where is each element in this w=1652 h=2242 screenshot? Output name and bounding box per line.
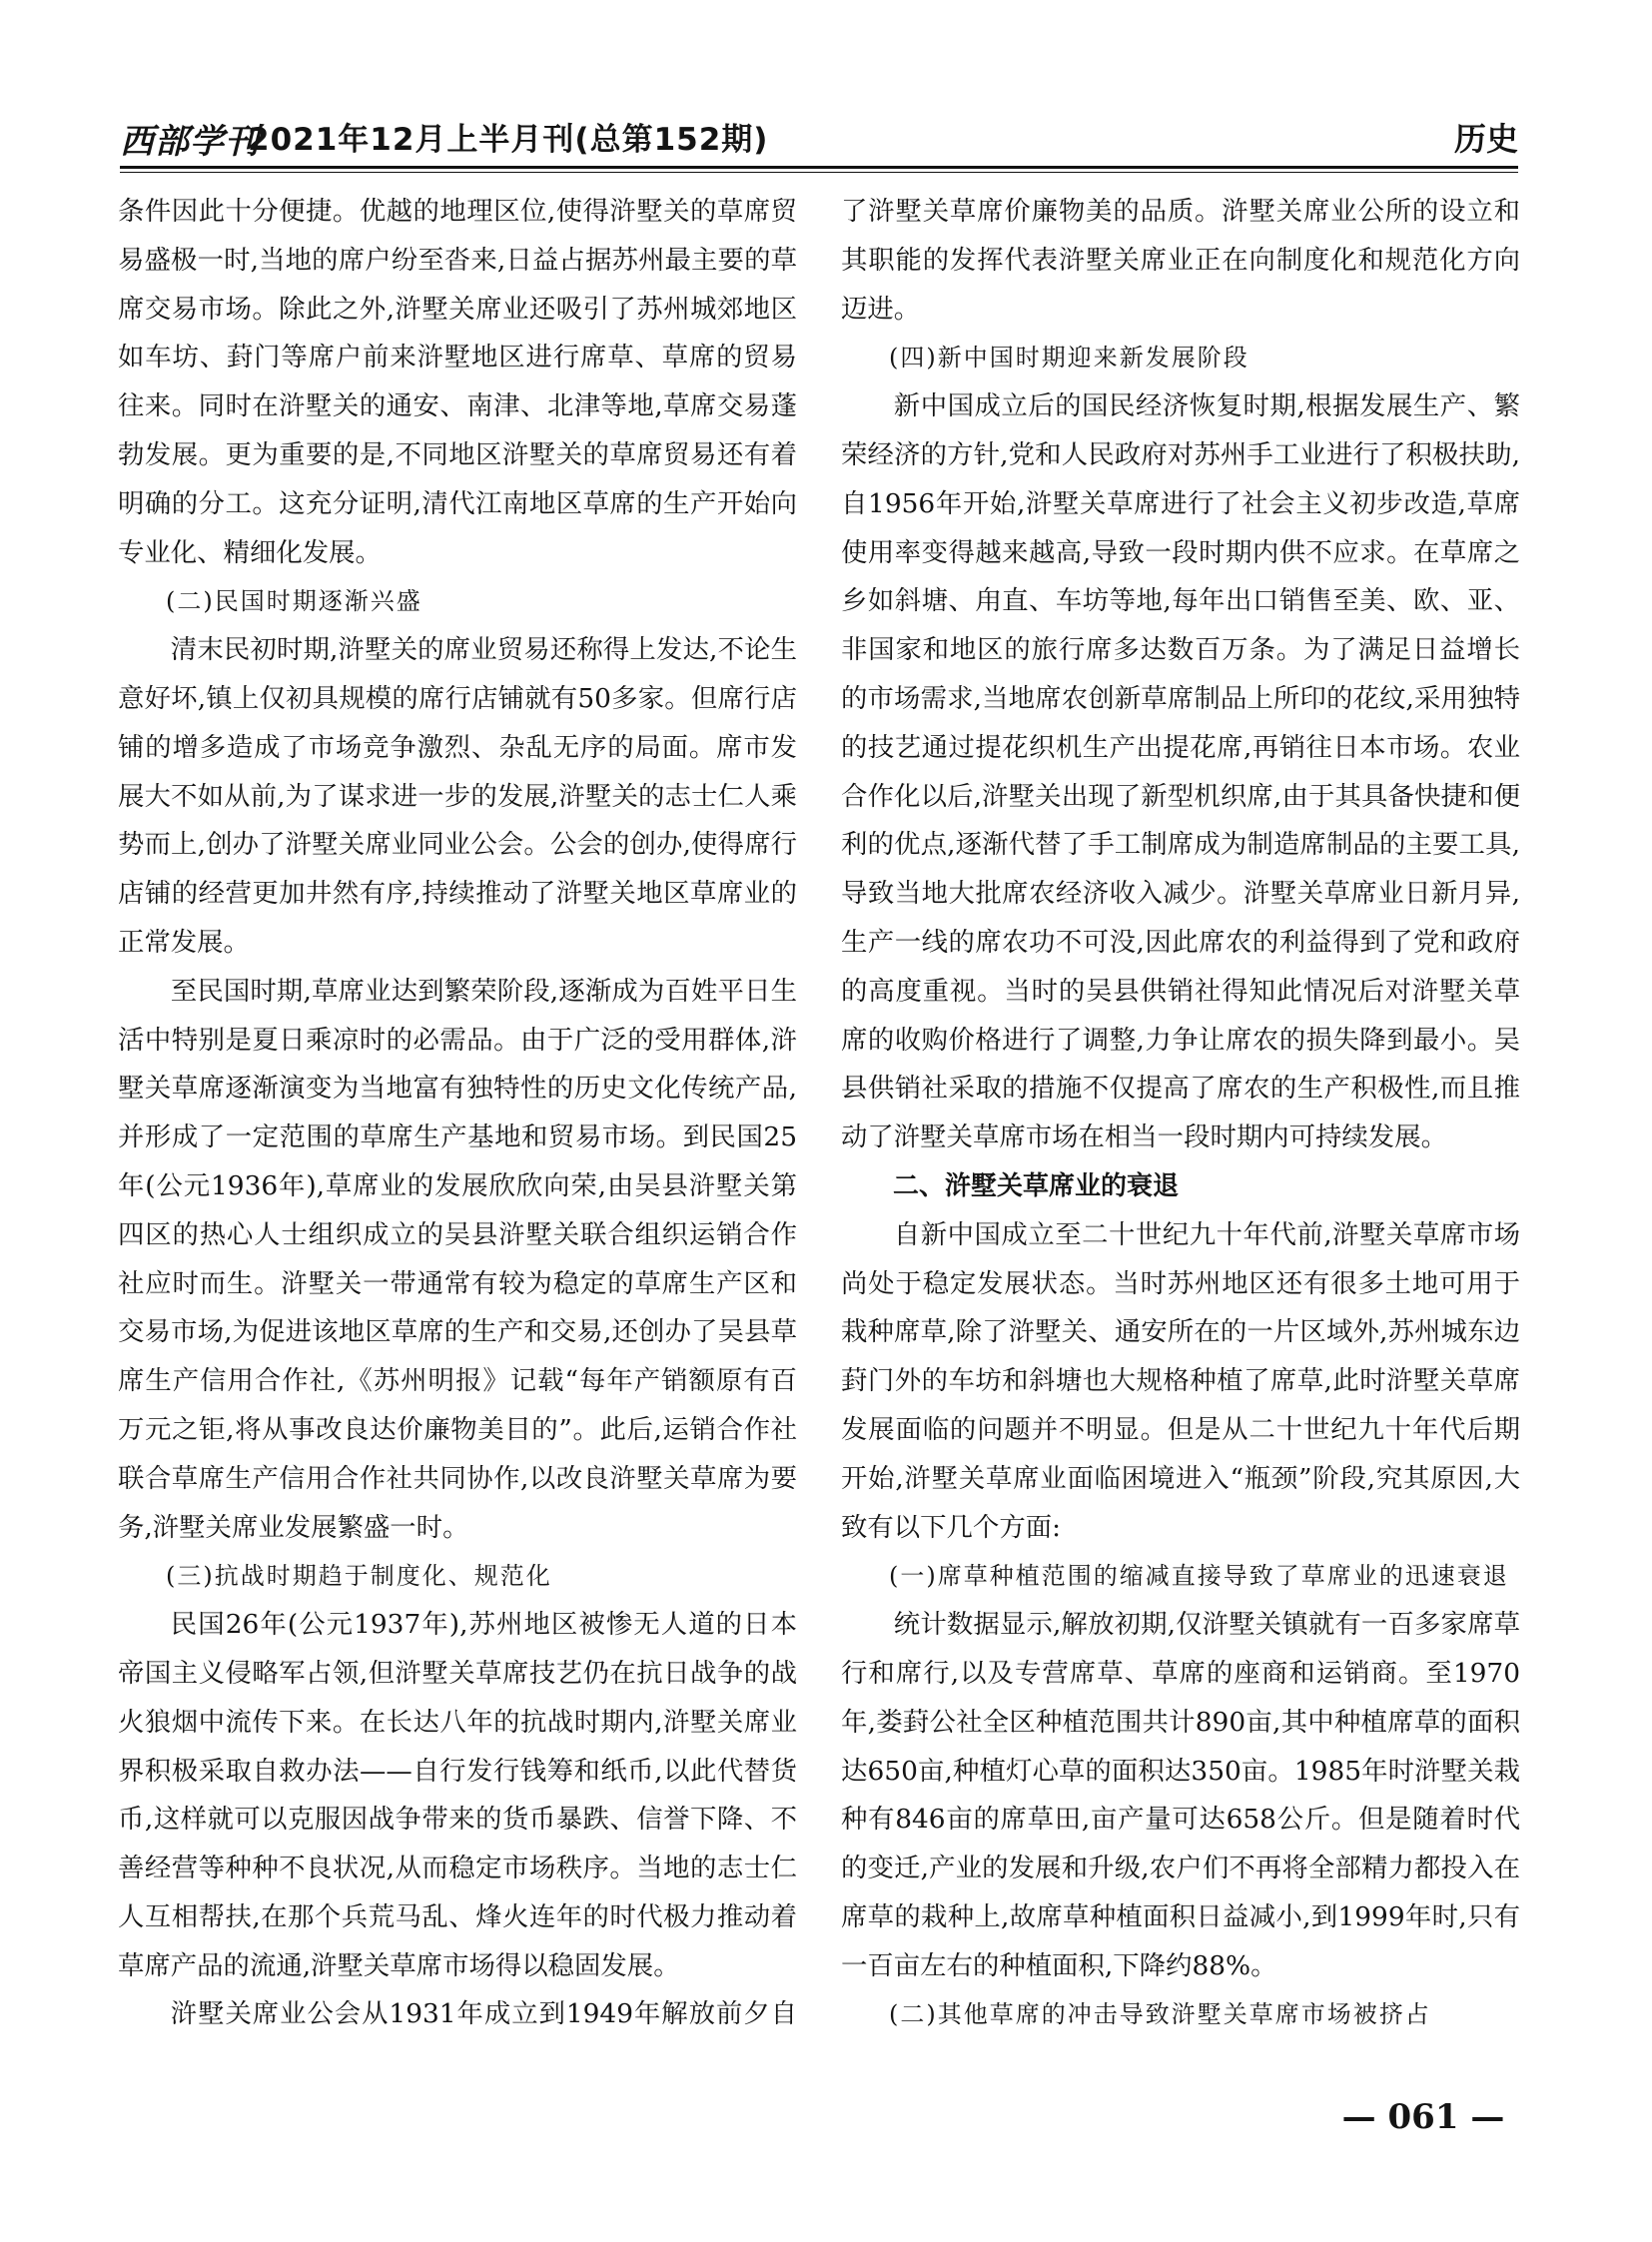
running-header xyxy=(120,112,1518,166)
header-rule-thick xyxy=(120,166,1518,169)
section-heading: 二、浒墅关草席业的衰退 xyxy=(893,1170,1180,1201)
body-paragraph: 条件因此十分便捷。优越的地理区位,使得浒墅关的草席贸易盛极一时,当地的席户纷至沓来,日益占据苏州最主要的草席交易市场。除此之外,浒墅关席业还吸引了苏州城郊地区如车坊、葑门等席户前来浒墅地区进行席草、草席的贸易往来。同时在浒墅关的通安、南津、北津等地,草席交易蓬勃发展。更为重要的是,不同地区浒墅关的草席贸易还有着明确的分工。这充分证明,清代江南地区草席的生产开始向专业化、精细化发展。 xyxy=(118,196,797,568)
section-label: 历史 xyxy=(1453,120,1518,158)
body-paragraph: 统计数据显示,解放初期,仅浒墅关镇就有一百多家席草行和席行,以及专营席草、草席的座商和运销商。至1970年,娄葑公社全区种植范围共计890亩,其中种植席草的面积达650亩,种植灯心草的面积达350亩。1985年时浒墅关栽种有846亩的席草田,亩产量可达658公斤。但是随着时代的变迁,产业的发展和升级,农户们不再将全部精力都投入在席草的栽种上,故席草种植面积日益减小,到1999年时,只有一百亩左右的种植面积,下降约88%。 xyxy=(841,1609,1520,1981)
header-rule-thin xyxy=(120,172,1518,173)
issue-info: 2021年12月上半月刊(总第152期) xyxy=(248,122,769,158)
subsection-heading: (三)抗战时期趋于制度化、规范化 xyxy=(166,1562,552,1591)
body-paragraph: 清末民初时期,浒墅关的席业贸易还称得上发达,不论生意好坏,镇上仅初具规模的席行店铺就有50多家。但席行店铺的增多造成了市场竞争激烈、杂乱无序的局面。席市发展大不如从前,为了谋求进一步的发展,浒墅关的志士仁人乘势而上,创办了浒墅关席业同业公会。公会的创办,使得席行店铺的经营更加井然有序,持续推动了浒墅关地区草席业的正常发展。 xyxy=(118,634,797,958)
body-paragraph: 自新中国成立至二十世纪九十年代前,浒墅关草席市场尚处于稳定发展状态。当时苏州地区还有很多土地可用于栽种席草,除了浒墅关、通安所在的一片区域外,苏州城东边葑门外的车坊和斜塘也大规格种植了席草,此时浒墅关草席发展面临的问题并不明显。但是从二十世纪九十年代后期开始,浒墅关草席业面临困境进入“瓶颈”阶段,究其原因,大致有以下几个方面: xyxy=(841,1218,1520,1543)
subsection-heading: (四)新中国时期迎来新发展阶段 xyxy=(889,344,1249,373)
body-paragraph: 浒墅关席业公会从1931年成立到1949年解放前夕自 xyxy=(170,1998,797,2030)
right-text-column xyxy=(841,188,1520,2045)
journal-logo: 西部学刊 xyxy=(120,122,260,162)
body-paragraph: 至民国时期,草席业达到繁荣阶段,逐渐成为百姓平日生活中特别是夏日乘凉时的必需品。由于广泛的受用群体,浒墅关草席逐渐演变为当地富有独特性的历史文化传统产品,并形成了一定范围的草席生产基地和贸易市场。到民国25年(公元1936年),草席业的发展欣欣向荣,由吴县浒墅关第四区的热心人士组织成立的吴县浒墅关联合组织运销合作社应时而生。浒墅关一带通常有较为稳定的草席生产区和交易市场,为促进该地区草席的生产和交易,还创办了吴县草席生产信用合作社,《苏州明报》记载“每年产销额原有百万元之钜,将从事改良达价廉物美目的”。此后,运销合作社联合草席生产信用合作社共同协作,以改良浒墅关草席为要务,浒墅关席业发展繁盛一时。 xyxy=(118,975,797,1543)
page-number: — 061 — xyxy=(1341,2097,1505,2137)
body-paragraph xyxy=(841,2039,1520,2045)
body-paragraph: 新中国成立后的国民经济恢复时期,根据发展生产、繁荣经济的方针,党和人民政府对苏州手工业进行了积极扶助,自1956年开始,浒墅关草席进行了社会主义初步改造,草席使用率变得越来越高,导致一段时期内供不应求。在草席之乡如斜塘、甪直、车坊等地,每年出口销售至美、欧、亚、非国家和地区的旅行席多达数百万条。为了满足日益增长的市场需求,当地席农创新草席制品上所印的花纹,采用独特的技艺通过提花织机生产出提花席,再销往日本市场。农业合作化以后,浒墅关出现了新型机织席,由于其具备快捷和便利的优点,逐渐代替了手工制席成为制造席制品的主要工具,导致当地大批席农经济收入减少。浒墅关草席业日新月异,生产一线的席农功不可没,因此席农的利益得到了党和政府的高度重视。当时的吴县供销社得知此情况后对浒墅关草席的收购价格进行了调整,力争让席农的损失降到最小。吴县供销社采取的措施不仅提高了席农的生产积极性,而且推动了浒墅关草席市场在相当一段时期内可持续发展。 xyxy=(841,390,1520,1153)
body-paragraph: 民国26年(公元1937年),苏州地区被惨无人道的日本帝国主义侵略军占领,但浒墅关草席技艺仍在抗日战争的战火狼烟中流传下来。在长达八年的抗战时期内,浒墅关席业界积极采取自救办法——自行发行钱筹和纸币,以此代替货币,这样就可以克服因战争带来的货币暴跌、信誉下降、不善经营等种种不良状况,从而稳定市场秩序。当地的志士仁人互相帮扶,在那个兵荒马乱、烽火连年的时代极力推动着草席产品的流通,浒墅关草席市场得以稳固发展。 xyxy=(118,1609,797,1981)
subsection-heading: (一)席草种植范围的缩减直接导致了草席业的迅速衰退 xyxy=(889,1562,1509,1591)
subsection-heading: (二)其他草席的冲击导致浒墅关草席市场被挤占 xyxy=(889,2000,1431,2029)
subsection-heading: (二)民国时期逐渐兴盛 xyxy=(166,587,422,616)
body-paragraph: 了浒墅关草席价廉物美的品质。浒墅关席业公所的设立和其职能的发挥代表浒墅关席业正在向制度化和规范化方向迈进。 xyxy=(841,196,1520,325)
left-text-column xyxy=(118,188,797,2045)
